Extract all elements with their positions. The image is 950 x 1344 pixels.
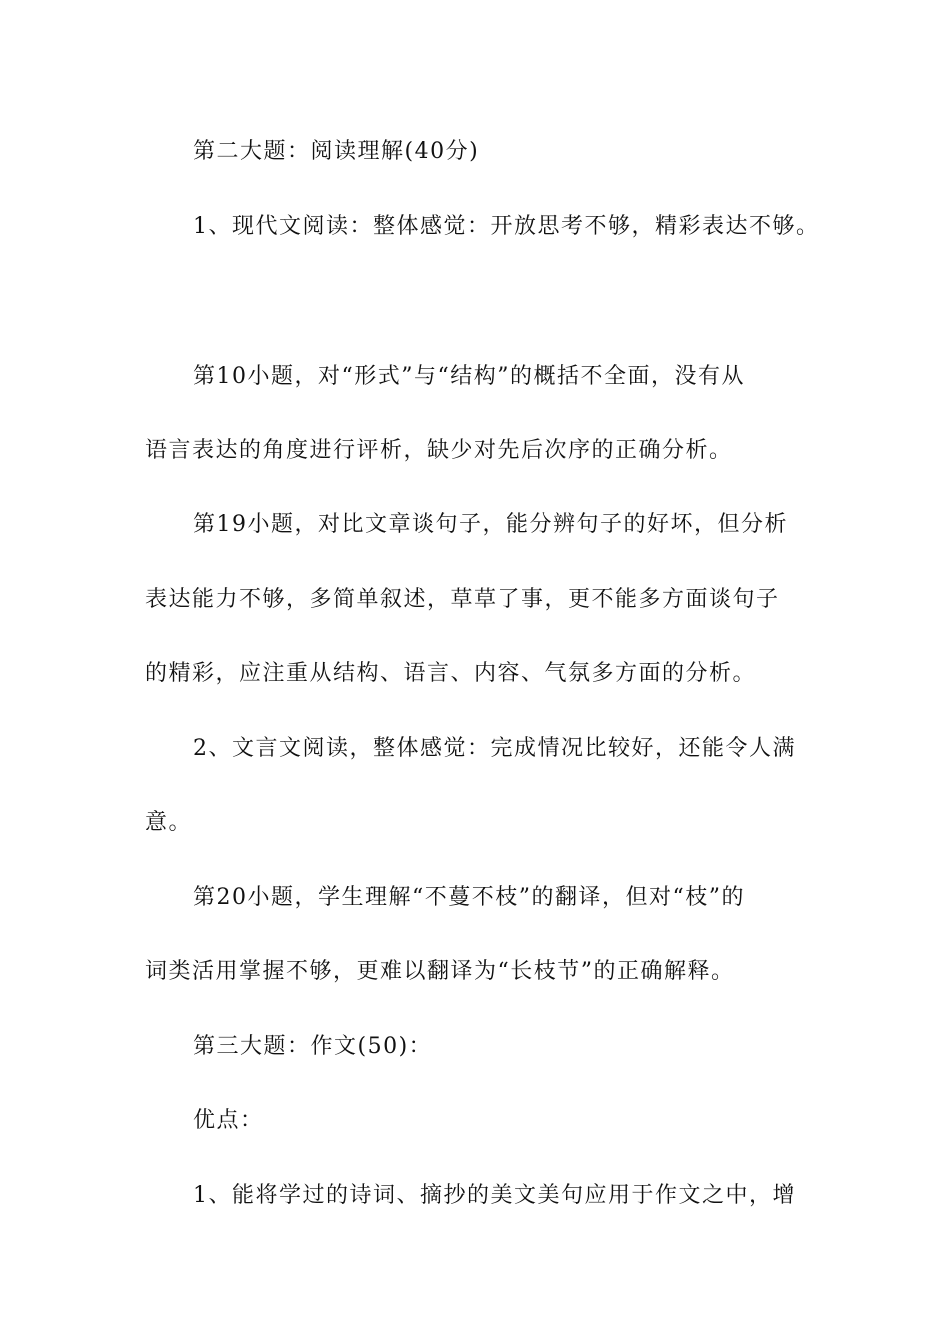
section-heading-reading: 第二大题：阅读理解(40分) (193, 139, 480, 164)
subheading-strengths: 优点： (193, 1108, 264, 1133)
paragraph-modern-reading: 1、现代文阅读：整体感觉：开放思考不够，精彩表达不够。 (193, 214, 820, 239)
section-heading-essay: 第三大题：作文(50)： (193, 1034, 433, 1059)
paragraph-classical-line2: 意。 (145, 810, 193, 835)
paragraph-q19-line1: 第19小题，对比文章谈句子，能分辨句子的好坏，但分析 (193, 512, 788, 537)
paragraph-q20-line1: 第20小题，学生理解“不蔓不枝”的翻译，但对“枝”的 (193, 885, 745, 910)
paragraph-q10-line2: 语言表达的角度进行评析，缺少对先后次序的正确分析。 (145, 438, 733, 463)
paragraph-strength-1: 1、能将学过的诗词、摘抄的美文美句应用于作文之中，增 (193, 1183, 796, 1208)
paragraph-q19-line2: 表达能力不够，多简单叙述，草草了事，更不能多方面谈句子 (145, 587, 780, 612)
paragraph-q10-line1: 第10小题，对“形式”与“结构”的概括不全面，没有从 (193, 364, 745, 389)
paragraph-q19-line3: 的精彩，应注重从结构、语言、内容、气氛多方面的分析。 (145, 661, 757, 686)
paragraph-classical-line1: 2、文言文阅读，整体感觉：完成情况比较好，还能令人满 (193, 736, 796, 761)
paragraph-q20-line2: 词类活用掌握不够，更难以翻译为“长枝节”的正确解释。 (145, 959, 735, 984)
